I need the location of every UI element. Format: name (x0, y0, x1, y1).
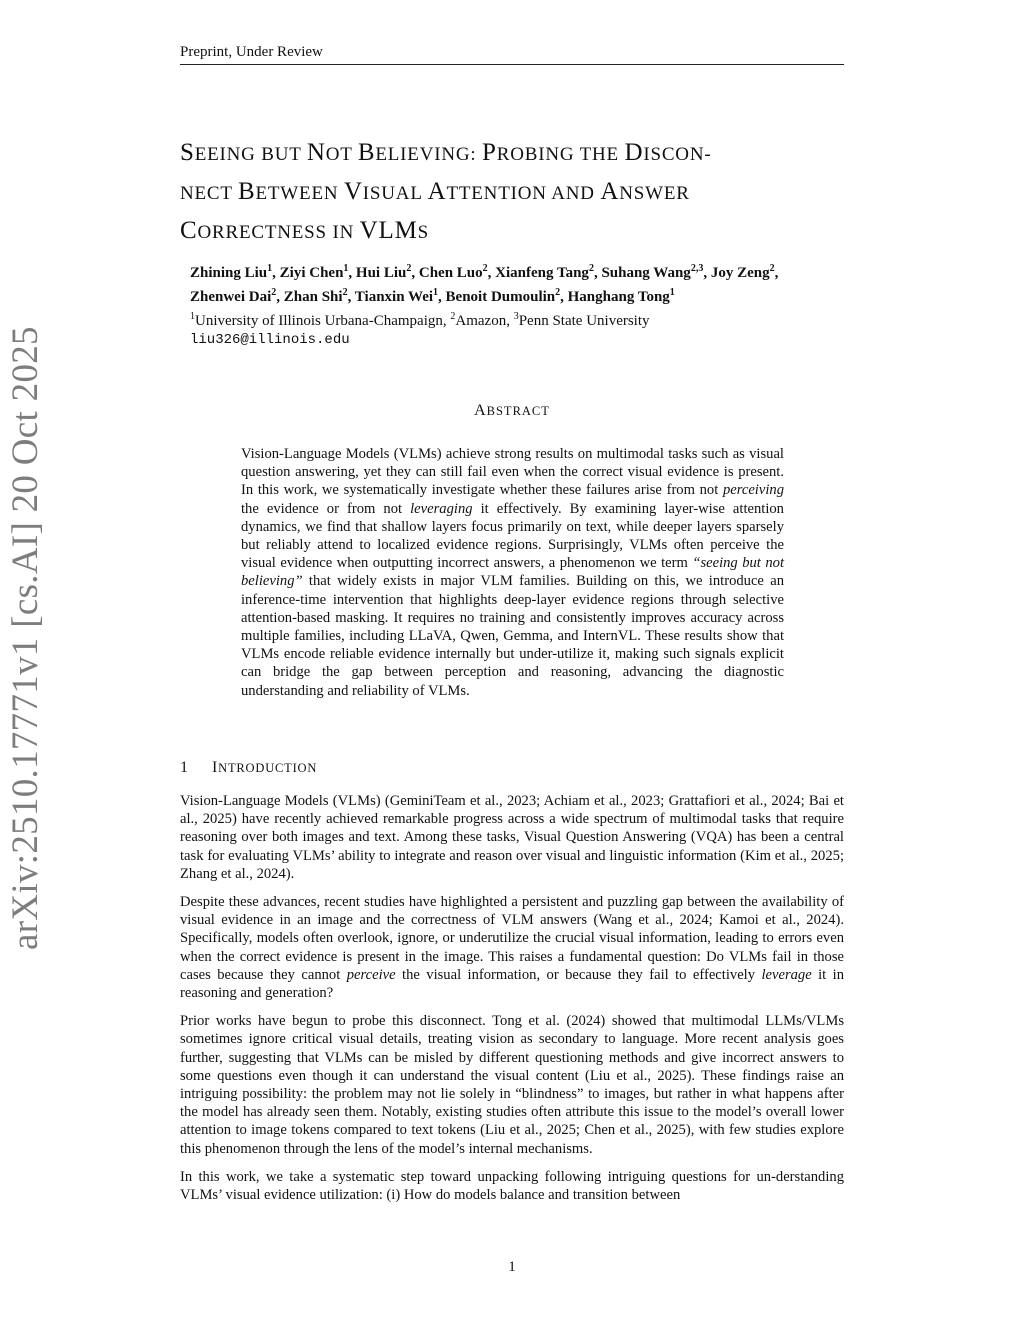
emphasis: perceive (346, 966, 396, 983)
small-caps-text: ISUAL (362, 183, 428, 204)
author-name: Zhining Liu (190, 265, 268, 281)
small-caps-initial: B (238, 178, 256, 205)
paragraph: Despite these advances, recent studies have highlighted a persistent and puzzling gap between the availability of visual evidence in an image and the correctness of VLM answers (Wang et al., 2024; Kamoi et al., 2024). Specifically, models often overlook, ignore, or underutilize the crucial visual information, leading to errors even when the correct evidence is present in the image. This raises a fundamental question: Do VLMs fail in those cases because they cannot perceive the visual information, or because they fail to effectively leverage it in reasoning and generation? (180, 894, 845, 1002)
affiliation-marker: 2,3 (690, 263, 704, 274)
affiliation-marker: 1 (433, 287, 439, 298)
author-name: Zhenwei Dai (190, 289, 272, 305)
author-name: Tianxin Wei (354, 289, 434, 305)
affiliation-name: Amazon, (455, 313, 514, 329)
author-name: Benoit Dumoulin (445, 289, 556, 305)
affiliation-marker: 1 (669, 287, 675, 298)
running-head: Preprint, Under Review (180, 44, 844, 65)
author-name: Chen Luo (418, 265, 483, 281)
author-name: Hui Liu (355, 265, 407, 281)
affiliation-marker: 1 (343, 263, 349, 274)
small-caps-initial: D (624, 139, 644, 166)
affiliation-name: Penn State University (518, 313, 650, 329)
author-name: Joy Zeng (710, 265, 770, 281)
small-caps-initial: VLM (359, 217, 418, 244)
small-caps-initial: P (482, 139, 497, 166)
small-caps-text: NSWER (619, 183, 690, 204)
author-list-line-1: Zhining Liu$^1$, Ziyi Chen$^1$, Hui Liu$^2$, Chen Luo$^2$, Xianfeng Tang$^2$, Suhang Wang$^{2,3}$, Joy Zeng$^2$, (190, 263, 779, 281)
author-list-line-2: Zhenwei Dai$^2$, Zhan Shi$^2$, Tianxin Wei$^1$, Benoit Dumoulin$^2$, Hanghang Tong$^1$ (190, 287, 675, 305)
affiliation-marker: 2 (769, 263, 775, 274)
small-caps-text: ETWEEN (255, 183, 344, 204)
affiliation-marker: 2 (555, 287, 561, 298)
small-caps-text: OT (325, 144, 358, 165)
title-line-3 (180, 212, 880, 251)
abstract-text: Vision-Language Models (VLMs) achieve strong results on multimodal tasks such as visual question answering, yet they can still fail even when the correct visual evidence is present. In this work, we systematically investigate whether these failures arise from not perceiving the evidence or from not leveraging it effectively. By examining layer-wise attention dynamics, we find that shallow layers focus primarily on text, while deeper layers sparsely but reliably attend to localized evidence regions. Surprisingly, VLMs often perceive the visual evidence when outputting incorrect answers, a phenomenon we term “seeing but not believing” that widely exists in major VLM families. Building on this, we introduce an inference-time intervention that highlights deep-layer evidence regions through selective attention-based masking. It requires no training and consistently improves accuracy across multiple families, including LLaVA, Qwen, Gemma, and InternVL. These results show that VLMs encode reliable evidence internally but under-utilize it, making such signals explicit can bridge the gap between perception and reasoning, advancing the diagnostic understanding and reliability of VLMs. (241, 446, 784, 699)
paragraph: Prior works have begun to probe this disconnect. Tong et al. (2024) showed that multimodal LLMs/VLMs sometimes ignore critical visual details, treating vision as secondary to language. More recent analysis goes further, suggesting that VLMs can be misled by different questioning methods and give incorrect answers to some questions even though it can understand the visual content (Liu et al., 2025). These findings raise an intriguing possibility: the problem may not lie solely in “blindness” to images, but rather in what happens after the model has already seen them. Notably, existing studies often attribute this issue to the model’s overall lower attention to image tokens compared to text tokens (Liu et al., 2025; Chen et al., 2025), with few studies explore this phenomenon through the lens of the model’s internal mechanisms. (180, 1013, 844, 1157)
section-heading (180, 759, 317, 777)
emphasis: “seeing but not believing” (241, 555, 784, 590)
small-caps-initial: N (306, 139, 326, 166)
small-caps-text: TTENTION AND (446, 183, 601, 204)
title-line-1 (180, 134, 880, 173)
author-name: Xianfeng Tang (495, 265, 589, 281)
author-name: Zhan Shi (283, 289, 343, 305)
small-caps-text: NECT (180, 183, 239, 204)
title-line-2 (180, 173, 880, 212)
abstract-heading (0, 402, 1024, 420)
small-caps-initial: C (180, 217, 198, 244)
contact-email: liu326@illinois.edu (190, 332, 350, 348)
small-caps-initial: B (357, 139, 376, 166)
arxiv-identifier: arXiv:2510.17771v1 [cs.AI] 20 Oct 2025 (5, 326, 46, 950)
paragraph: In this work, we take a systematic step toward unpacking following intriguing questions for un-derstanding VLMs’ visual evidence utilization: (i) How do models balance and transition between (180, 1168, 844, 1204)
affiliations (190, 307, 870, 331)
page-number: 1 (508, 1259, 516, 1275)
emphasis: perceiving (722, 482, 784, 499)
author-name: Hanghang Tong (567, 289, 670, 305)
small-caps-initial: A (427, 178, 447, 205)
emphasis: leverage (761, 966, 812, 983)
author-block (190, 259, 870, 350)
affiliation-marker: 2 (406, 263, 412, 274)
small-caps-text: BSTRACT (486, 404, 550, 418)
small-caps-text: ISCON- (643, 144, 712, 165)
affiliation-marker: 2 (271, 287, 277, 298)
affiliation-marker: 2 (482, 263, 488, 274)
small-caps-initial: A (600, 178, 620, 205)
affiliation-marker: 2 (588, 263, 594, 274)
affiliation-marker: 1 (190, 311, 195, 322)
body-text (180, 792, 844, 1214)
small-caps-text: NTRODUCTION (218, 761, 318, 775)
small-caps-initial: I (212, 759, 219, 776)
author-name: Ziyi Chen (279, 265, 344, 281)
small-caps-initial: V (343, 178, 363, 205)
paragraph: Vision-Language Models (VLMs) (GeminiTeam et al., 2023; Achiam et al., 2023; Grattafiori et al., 2024; Bai et al., 2025) have recently achieved remarkable progress across a wide spectrum of multimodal tasks that require reasoning over both images and text. Among these tasks, Visual Question Answering (VQA) has been a central task for evaluating VLMs’ ability to integrate and reason over visual and linguistic information (Kim et al., 2025; Zhang et al., 2024). (180, 793, 844, 882)
arxiv-stamp (0, 0, 46, 950)
small-caps-text: EEING BUT (194, 144, 307, 165)
paper-title (180, 134, 880, 251)
affiliation-marker: 3 (513, 311, 519, 322)
emphasis: leveraging (410, 500, 473, 517)
affiliation-marker: 2 (450, 311, 456, 322)
affiliation-name: University of Illinois Urbana-Champaign, (195, 313, 451, 329)
small-caps-text: ROBING THE (496, 144, 625, 165)
small-caps-text: S (417, 222, 429, 243)
affiliation-marker: 1 (267, 263, 273, 274)
section-title (212, 759, 317, 776)
small-caps-initial: A (474, 402, 487, 419)
small-caps-initial: S (180, 139, 195, 166)
small-caps-text: ORRECTNESS IN (197, 222, 360, 243)
affiliation-marker: 2 (342, 287, 348, 298)
author-name: Suhang Wang (601, 265, 691, 281)
section-number: 1 (180, 759, 189, 776)
small-caps-text: ELIEVING: (375, 144, 483, 165)
